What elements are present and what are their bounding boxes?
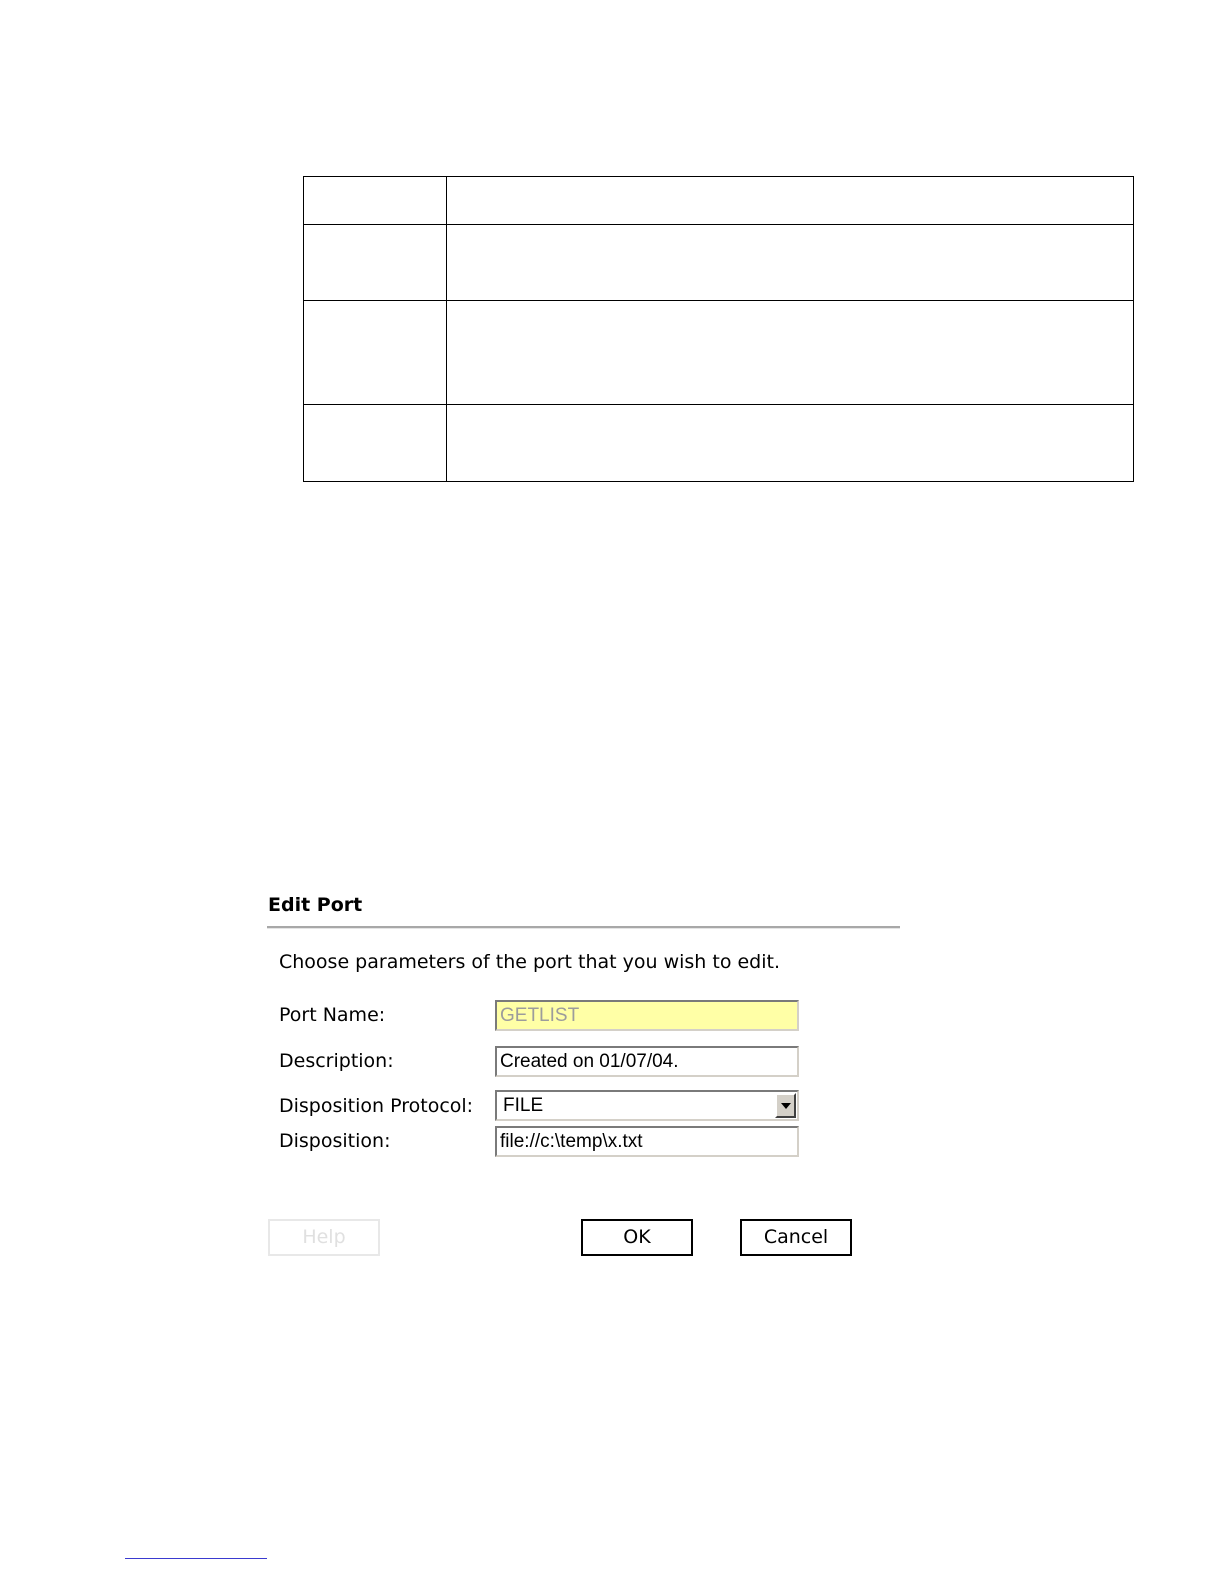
table-cell: [447, 405, 1134, 482]
instruction-text: Choose parameters of the port that you wish to edit.: [279, 951, 780, 973]
table-cell: [304, 301, 447, 405]
disposition-label: Disposition:: [279, 1130, 391, 1152]
help-button: Help: [268, 1219, 380, 1256]
disposition-protocol-label: Disposition Protocol:: [279, 1095, 474, 1117]
table-cell: [304, 405, 447, 482]
table-cell: [447, 177, 1134, 225]
chevron-down-icon[interactable]: [775, 1093, 796, 1118]
disposition-field[interactable]: file://c:\temp\x.txt: [495, 1126, 799, 1157]
footnote-separator: [125, 1558, 267, 1559]
table-cell: [447, 225, 1134, 301]
disposition-protocol-select[interactable]: [495, 1090, 799, 1121]
ok-button[interactable]: OK: [581, 1219, 693, 1256]
table-row: [304, 405, 1134, 482]
table-row: [304, 225, 1134, 301]
description-label: Description:: [279, 1050, 394, 1072]
table-cell: [304, 177, 447, 225]
table-cell: [304, 225, 447, 301]
dialog-title: Edit Port: [268, 894, 363, 916]
port-name-field: GETLIST: [495, 1000, 799, 1031]
table-row: [304, 177, 1134, 225]
cancel-button[interactable]: Cancel: [740, 1219, 852, 1256]
description-field[interactable]: Created on 01/07/04.: [495, 1046, 799, 1077]
table-row: [304, 301, 1134, 405]
disposition-protocol-value: FILE: [503, 1095, 544, 1116]
port-name-label: Port Name:: [279, 1004, 386, 1026]
title-divider: [267, 926, 900, 929]
table-cell: [447, 301, 1134, 405]
empty-table: [303, 176, 1134, 482]
